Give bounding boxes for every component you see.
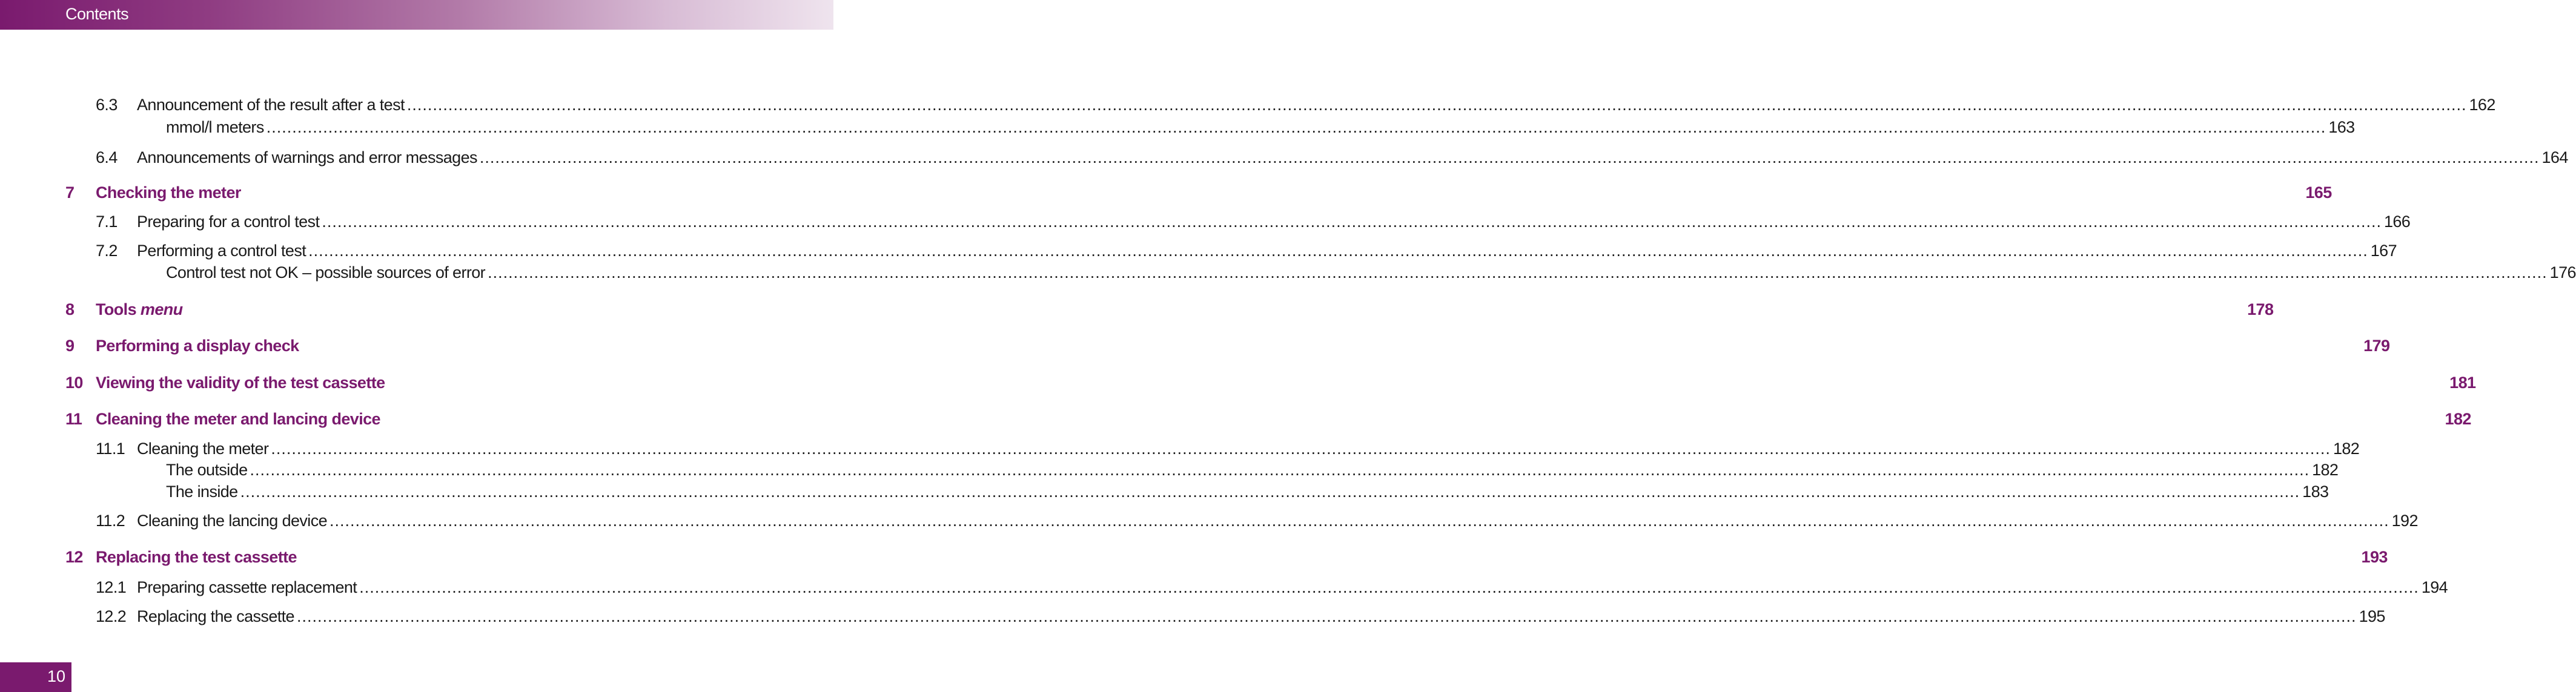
toc-dot-leader: ................................................................................................................................................................................................................................................................................................................................................................................................................: [406, 96, 2467, 114]
toc-entry-title: [96, 335, 299, 357]
toc-section-entry[interactable]: [0, 605, 2385, 627]
toc-entry-title-text: Preparing cassette replacement: [137, 578, 357, 596]
header-bar: [0, 0, 833, 30]
toc-page-number: 182: [2445, 410, 2471, 428]
toc-entry-line: [137, 576, 2448, 598]
toc-entry-number: 7.2: [96, 242, 118, 260]
toc-entry-title: [166, 116, 264, 138]
toc-page-number: 165: [2305, 183, 2332, 202]
toc-entry-number: 6.3: [96, 96, 118, 114]
toc-dot-leader: ................................................................................................................................................................................................................................................................................................................................................................................................................: [296, 607, 2357, 625]
toc-page-number: 194: [2421, 578, 2448, 596]
toc-chapter-entry[interactable]: [0, 372, 2476, 394]
toc-entry-line: [96, 298, 2274, 320]
toc-entry-number: 7.1: [96, 213, 118, 231]
toc-section-entry[interactable]: [0, 510, 2418, 532]
toc-entry-number: 9: [65, 337, 74, 355]
toc-entry-title: [137, 147, 477, 168]
toc-entry-title: [166, 481, 238, 503]
toc-entry-title: [137, 211, 319, 232]
toc-entry-line: [137, 211, 2411, 232]
toc-page-number: 193: [2361, 548, 2388, 566]
toc-entry-title: [137, 605, 294, 627]
toc-entry-line: [96, 182, 2332, 203]
toc-entry-line: [137, 147, 2568, 168]
toc-entry-title: [137, 576, 357, 598]
toc-page-number: 182: [2312, 461, 2339, 479]
toc-page-number: 179: [2363, 337, 2390, 355]
toc-entry-number: 11: [65, 410, 82, 428]
toc-entry-title: [96, 372, 385, 394]
toc-subsection-entry[interactable]: [0, 116, 2355, 138]
toc-entry-line: [166, 459, 2339, 481]
toc-entry-title: [137, 240, 306, 262]
page-title: Contents: [65, 5, 129, 23]
toc-entry-title-text: Replacing the cassette: [137, 607, 294, 625]
toc-entry-title-text: Preparing for a control test: [137, 213, 320, 231]
toc-section-entry[interactable]: [0, 211, 2411, 232]
toc-page-number: 183: [2302, 483, 2329, 501]
toc-entry-number: 7: [65, 183, 74, 202]
toc-chapter-entry[interactable]: [0, 408, 2471, 430]
toc-entry-number: 12: [65, 548, 83, 566]
toc-entry-line: [137, 605, 2385, 627]
toc-entry-title-text: Performing a control test: [137, 242, 306, 260]
toc-entry-title: [166, 262, 485, 283]
toc-section-entry[interactable]: [0, 240, 2397, 262]
toc-entry-title: [166, 459, 248, 481]
toc-dot-leader: ................................................................................................................................................................................................................................................................................................................................................................................................................: [308, 242, 2368, 260]
toc-entry-title-text: Replacing the test cassette: [96, 548, 297, 566]
toc-entry-line: [96, 546, 2388, 568]
toc-entry-number: 11.1: [96, 440, 125, 458]
page-number-badge: [0, 662, 71, 692]
toc-chapter-entry[interactable]: [0, 335, 2390, 357]
toc-entry-title-text: Announcements of warnings and error messages: [137, 148, 477, 166]
toc-entry-title: [96, 546, 297, 568]
toc-entry-title-text: Checking the meter: [96, 183, 241, 202]
toc-entry-line: [137, 510, 2418, 532]
toc-entry-title-text: The outside: [166, 461, 248, 479]
toc-section-entry[interactable]: [0, 438, 2360, 460]
toc-dot-leader: ................................................................................................................................................................................................................................................................................................................................................................................................................: [329, 512, 2389, 530]
toc-entry-title: [96, 182, 241, 203]
toc-entry-title-text: Cleaning the meter and lancing device: [96, 410, 380, 428]
toc-entry-line: [96, 408, 2471, 430]
toc-entry-title: [96, 408, 380, 430]
toc-entry-title-text: Announcement of the result after a test: [137, 96, 405, 114]
toc-chapter-entry[interactable]: [0, 546, 2388, 568]
toc-entry-title-text: Control test not OK – possible sources of error: [166, 263, 486, 282]
page-number: 10: [47, 667, 65, 685]
toc-entry-number: 6.4: [96, 148, 118, 166]
toc-page-number: 192: [2391, 512, 2418, 530]
toc-entry-number: 8: [65, 300, 74, 318]
toc-entry-title-italic: menu: [140, 300, 183, 318]
toc-entry-line: [166, 116, 2355, 138]
toc-dot-leader: ................................................................................................................................................................................................................................................................................................................................................................................................................: [488, 263, 2548, 282]
toc-chapter-entry[interactable]: [0, 298, 2274, 320]
toc-dot-leader: ................................................................................................................................................................................................................................................................................................................................................................................................................: [240, 483, 2300, 501]
toc-section-entry[interactable]: [0, 147, 2568, 168]
toc-entry-line: [137, 240, 2397, 262]
toc-entry-title: [137, 510, 327, 532]
toc-chapter-entry[interactable]: [0, 182, 2332, 203]
toc-entry-number: 12.2: [96, 607, 127, 625]
toc-page-number: 164: [2541, 148, 2568, 166]
toc-entry-title-text: Viewing the validity of the test cassette: [96, 374, 385, 392]
toc-entry-title-text: Cleaning the lancing device: [137, 512, 328, 530]
toc-dot-leader: ................................................................................................................................................................................................................................................................................................................................................................................................................: [266, 118, 2326, 136]
toc-entry-title: [137, 438, 268, 460]
toc-dot-leader: ................................................................................................................................................................................................................................................................................................................................................................................................................: [271, 440, 2331, 458]
toc-entry-title-text: Performing a display check: [96, 337, 299, 355]
toc-subsection-entry[interactable]: [0, 481, 2329, 503]
toc-entry-number: 10: [65, 374, 83, 392]
toc-entry-title-text: Tools: [96, 300, 141, 318]
toc-page-number: 195: [2359, 607, 2385, 625]
toc-dot-leader: ................................................................................................................................................................................................................................................................................................................................................................................................................: [250, 461, 2310, 479]
toc-entry-title-text: Cleaning the meter: [137, 440, 269, 458]
toc-page-number: 181: [2449, 374, 2476, 392]
toc-section-entry[interactable]: [0, 94, 2495, 116]
toc-page-number: 176: [2549, 263, 2576, 282]
toc-page-number: 162: [2469, 96, 2495, 114]
toc-entry-line: [137, 94, 2495, 116]
toc-entry-line: [137, 438, 2360, 460]
toc-page-number: 163: [2328, 118, 2355, 136]
toc-entry-number: 11.2: [96, 512, 125, 530]
toc-section-entry[interactable]: [0, 576, 2448, 598]
toc-page-number: 178: [2247, 300, 2274, 318]
toc-entry-line: [166, 481, 2329, 503]
toc-page-number: 166: [2383, 213, 2411, 231]
toc-page-number: 167: [2370, 242, 2397, 260]
toc-entry-number: 12.1: [96, 578, 127, 596]
toc-subsection-entry[interactable]: [0, 459, 2339, 481]
toc-page-number: 182: [2333, 440, 2360, 458]
toc-dot-leader: ................................................................................................................................................................................................................................................................................................................................................................................................................: [479, 148, 2540, 166]
toc-entry-title: [137, 94, 405, 116]
toc-entry-title: [96, 298, 183, 320]
toc-entry-title-text: mmol/l meters: [166, 118, 264, 136]
toc-dot-leader: ................................................................................................................................................................................................................................................................................................................................................................................................................: [359, 578, 2419, 596]
toc-entry-line: [166, 262, 2576, 283]
toc-subsection-entry[interactable]: [0, 262, 2576, 283]
toc-dot-leader: ................................................................................................................................................................................................................................................................................................................................................................................................................: [322, 213, 2382, 231]
toc-entry-line: [96, 335, 2390, 357]
toc-entry-line: [96, 372, 2476, 394]
toc-entry-title-text: The inside: [166, 483, 238, 501]
